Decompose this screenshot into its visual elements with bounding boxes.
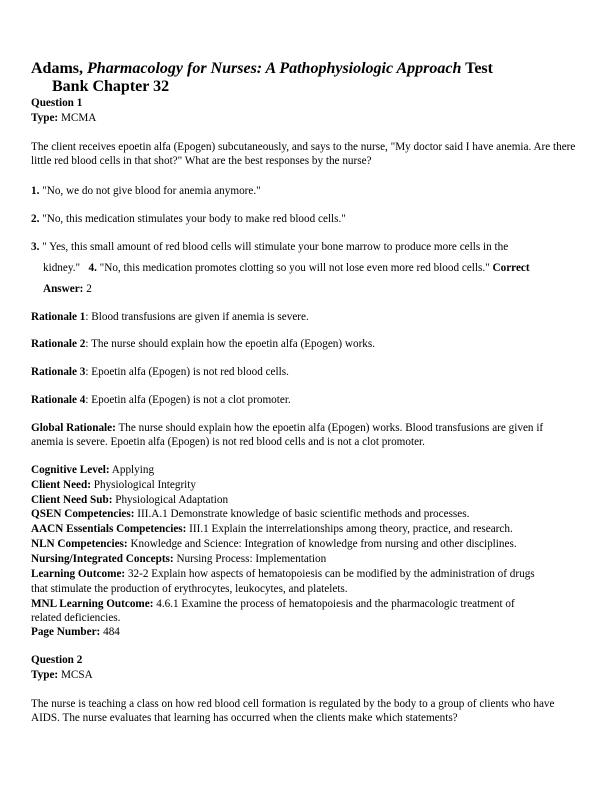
q1-rationale-1: Rationale 1: Blood transfusions are given if anemia is severe. [31, 311, 309, 323]
q1-cognitive-level: Cognitive Level: Applying [31, 464, 155, 476]
q1-option-1: 1. "No, we do not give blood for anemia anymore." [31, 185, 261, 197]
q2-stem: The nurse is teaching a class on how red blood cell formation is regulated by the body to a group of clients who have AIDS. The nurse evaluates that learning has occurred when the clients make which statements? [31, 698, 555, 724]
q1-answer: Answer: 2 [43, 283, 92, 295]
title-suffix: Test [461, 60, 493, 77]
q1-page-number: Page Number: 484 [31, 626, 120, 638]
q1-mnl-outcome-cont: related deficiencies. [31, 612, 121, 624]
q1-type: Type: MCMA [31, 112, 97, 124]
q1-stem: The client receives epoetin alfa (Epogen) subcutaneously, and says to the nurse, "My doctor said I have anemia. Are there little red blood cells in that shot?" What are the best responses by the nurse? [31, 141, 576, 167]
q1-aacn: AACN Essentials Competencies: III.1 Explain the interrelationships among theory, practice, and research. [31, 523, 513, 535]
title-author: Adams, [31, 60, 88, 77]
q2-type: Type: MCSA [31, 669, 93, 681]
q1-rationale-4: Rationale 4: Epoetin alfa (Epogen) is not a clot promoter. [31, 394, 291, 406]
q1-option-3: 3. " Yes, this small amount of red blood cells will stimulate your bone marrow to produce more cells in the [31, 241, 509, 253]
q1-label: Question 1 [31, 97, 83, 109]
document-title [31, 60, 493, 78]
q1-option-3-cont-option-4: kidney." 4. "No, this medication promotes clotting so you will not lose even more red blood cells." Correct [43, 262, 530, 274]
document-title-line2: Bank Chapter 32 [52, 78, 170, 95]
q1-option-2: 2. "No, this medication stimulates your body to make red blood cells." [31, 213, 346, 225]
q1-learning-outcome: Learning Outcome: 32-2 Explain how aspects of hematopoiesis can be modified by the administration of drugs [31, 568, 535, 580]
q1-rationale-2: Rationale 2: The nurse should explain how the epoetin alfa (Epogen) works. [31, 338, 376, 350]
q1-client-need-sub: Client Need Sub: Physiological Adaptation [31, 494, 229, 506]
q1-nln: NLN Competencies: Knowledge and Science: Integration of knowledge from nursing and other disciplines. [31, 538, 517, 550]
title-book: Pharmacology for Nurses: A Pathophysiologic Approach [87, 60, 462, 77]
q1-qsen: QSEN Competencies: III.A.1 Demonstrate knowledge of basic scientific methods and processes. [31, 508, 470, 520]
q1-global-rationale: Global Rationale: The nurse should explain how the epoetin alfa (Epogen) works. Blood transfusions are given if anemia is severe. Epoetin alfa (Epogen) is not red blood cells and is not a clot promoter. [31, 422, 544, 448]
q1-learning-outcome-cont: that stimulate the production of erythrocytes, leukocytes, and platelets. [31, 583, 348, 595]
q1-nursing-concepts: Nursing/Integrated Concepts: Nursing Process: Implementation [31, 553, 327, 565]
q1-rationale-3: Rationale 3: Epoetin alfa (Epogen) is not red blood cells. [31, 366, 289, 378]
q1-mnl-outcome: MNL Learning Outcome: 4.6.1 Examine the process of hematopoiesis and the pharmacologic treatment of [31, 598, 515, 610]
q2-label: Question 2 [31, 654, 83, 666]
q1-client-need: Client Need: Physiological Integrity [31, 479, 196, 491]
